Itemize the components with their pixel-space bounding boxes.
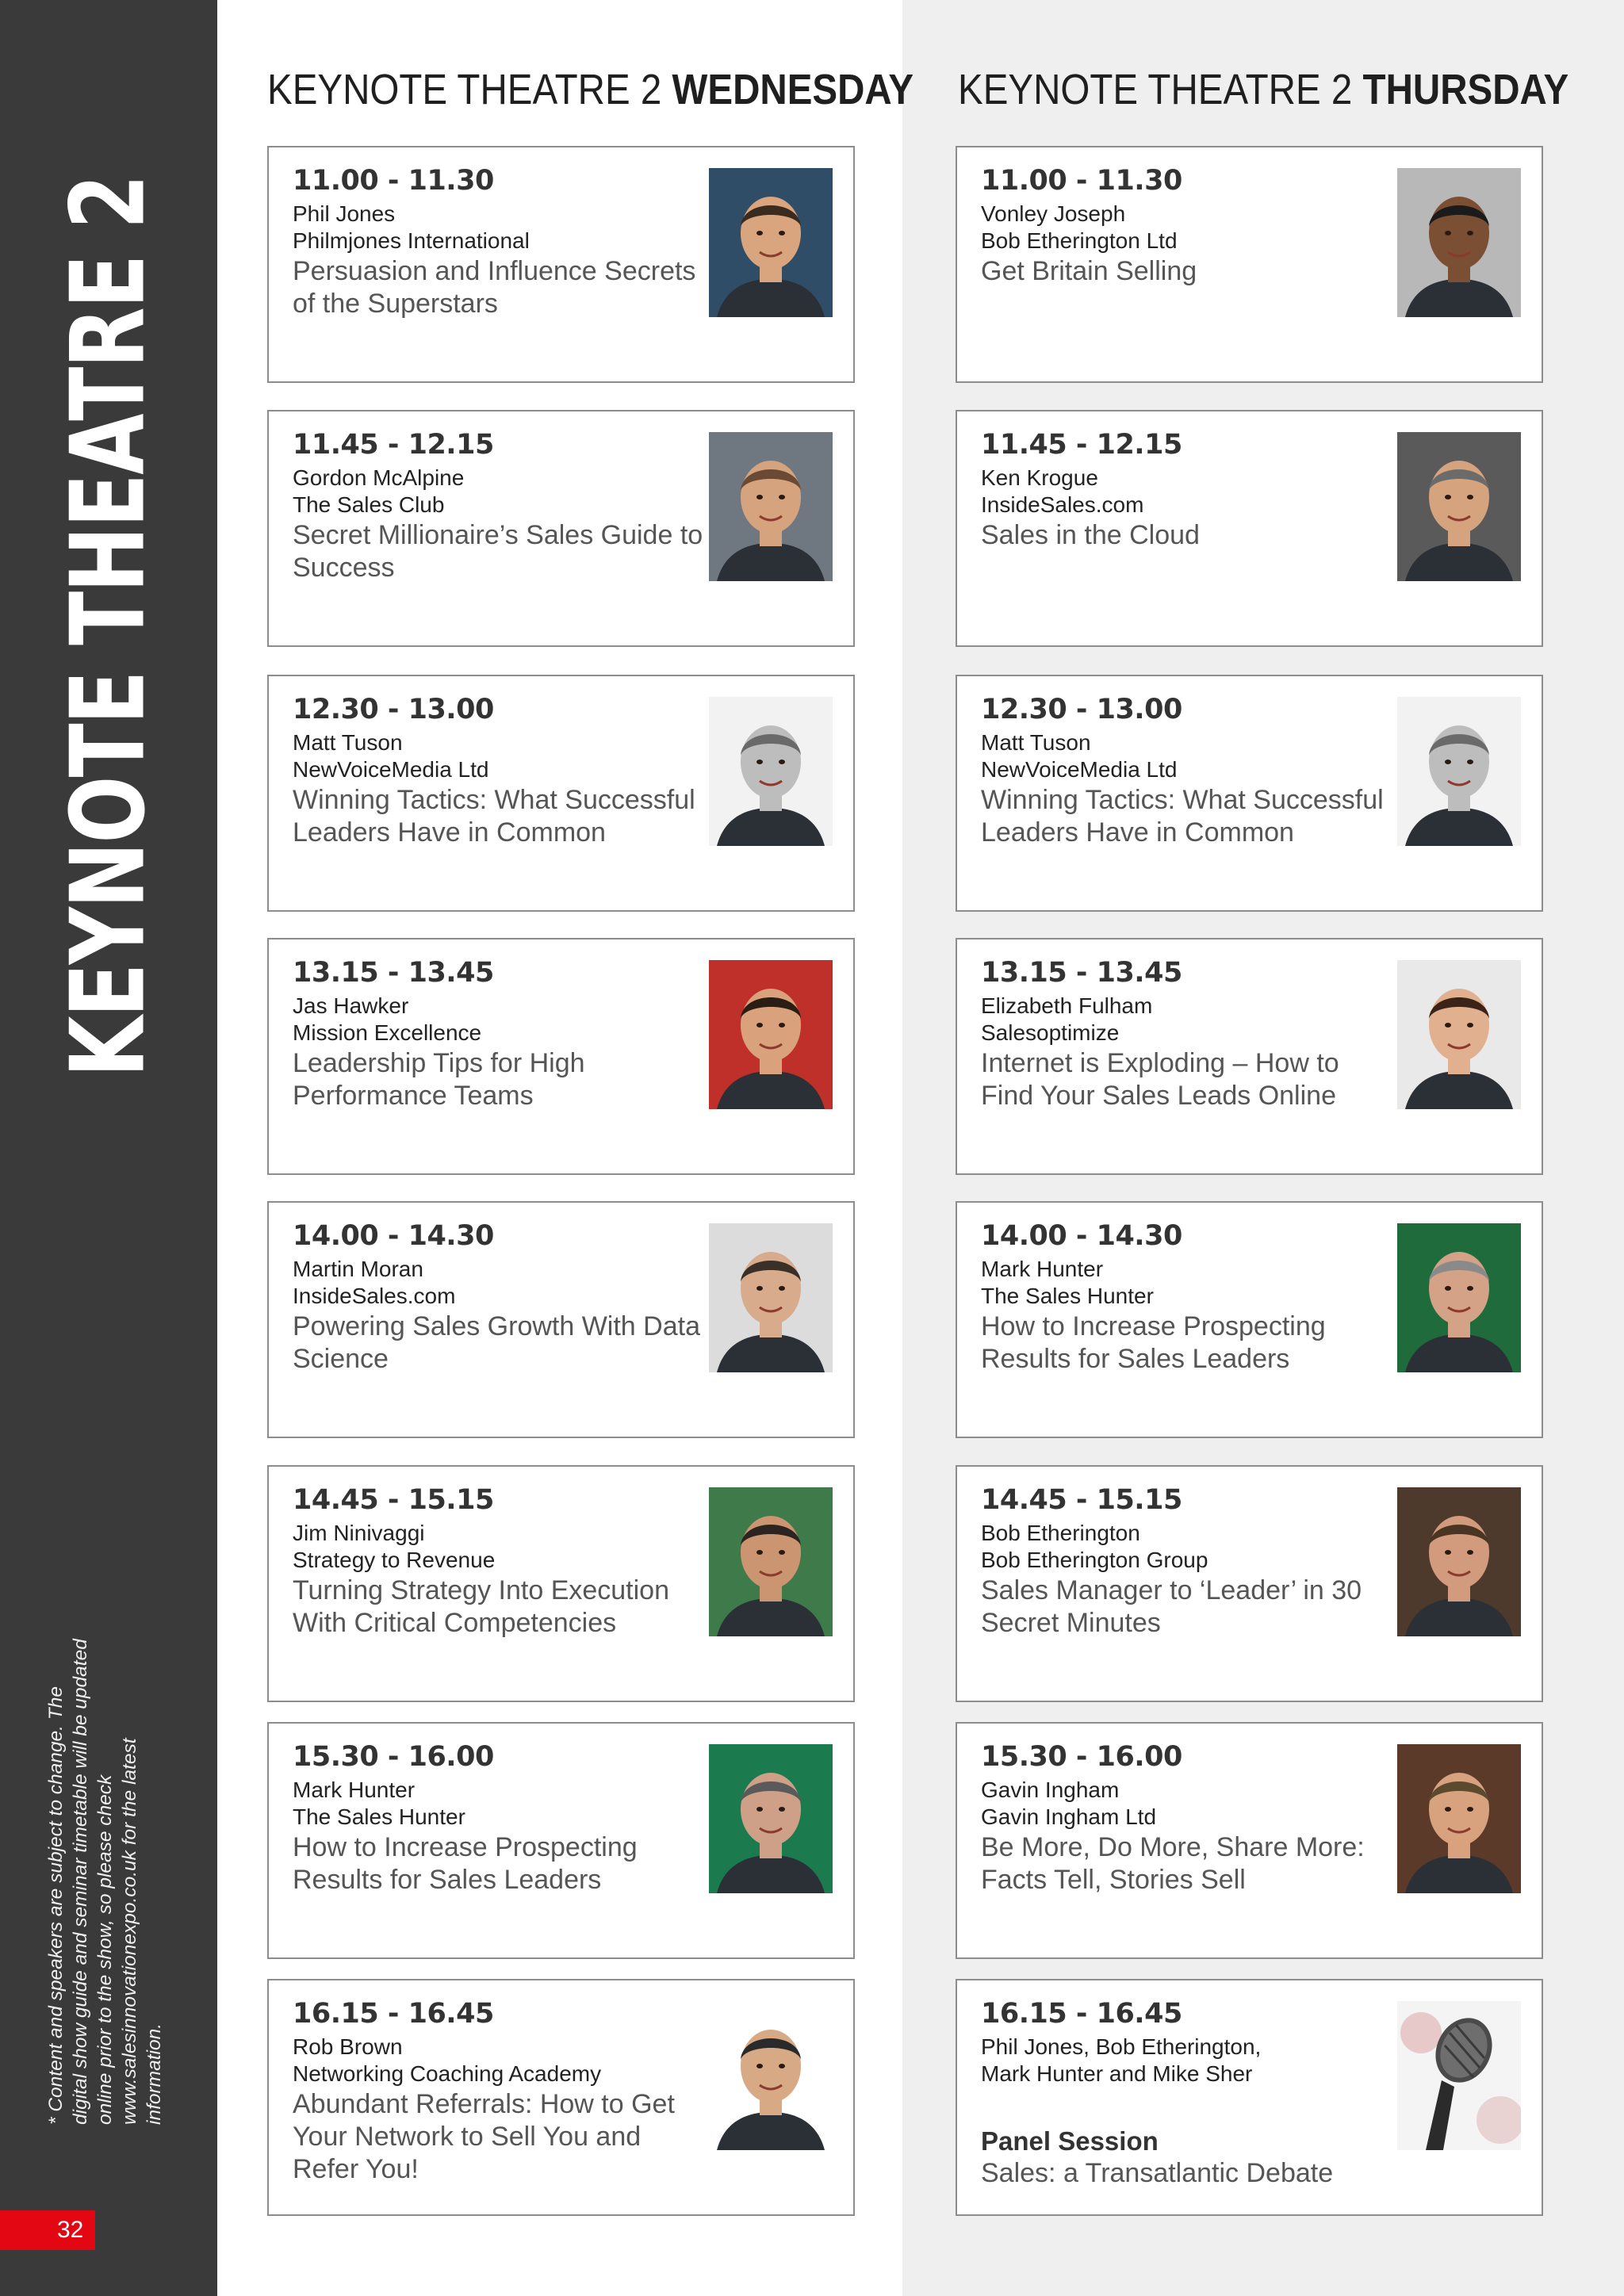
thursday-session-card	[956, 938, 1543, 1175]
session-company: NewVoiceMedia Ltd	[293, 757, 489, 782]
speaker-portrait-icon	[709, 1223, 833, 1372]
speaker-portrait-icon	[1397, 432, 1521, 581]
wednesday-session-card	[267, 675, 855, 912]
wednesday-session-card	[267, 1201, 855, 1438]
session-time: 14.00 - 14.30	[293, 1220, 494, 1252]
session-talk	[981, 255, 1393, 288]
session-speaker: Mark Hunter	[981, 1257, 1104, 1281]
session-talk-title: How to Increase Prospecting Results for Sales Leaders	[293, 1832, 638, 1895]
session-talk	[293, 519, 705, 584]
sidebar	[0, 0, 217, 2296]
wednesday-heading-prefix: KEYNOTE THEATRE 2	[267, 66, 662, 113]
session-speaker: Gavin Ingham	[981, 1777, 1120, 1802]
session-talk	[981, 2125, 1393, 2190]
wednesday-session-card	[267, 1979, 855, 2216]
session-company: The Sales Club	[293, 492, 445, 517]
session-speaker: Phil Jones, Bob Etherington,	[981, 2034, 1262, 2059]
session-talk	[981, 1047, 1393, 1112]
session-speaker: Gordon McAlpine	[293, 465, 465, 490]
session-talk-title: Winning Tactics: What Successful Leaders Have in Common	[981, 785, 1384, 848]
wednesday-session-card	[267, 410, 855, 647]
session-time: 13.15 - 13.45	[981, 957, 1182, 989]
session-time: 13.15 - 13.45	[293, 957, 494, 989]
thursday-session-card	[956, 675, 1543, 912]
session-talk	[293, 2088, 705, 2186]
wednesday-session-card	[267, 1722, 855, 1959]
thursday-session-card	[956, 410, 1543, 647]
session-talk-title: Internet is Exploding – How to Find Your Sales Leads Online	[981, 1048, 1339, 1111]
session-time: 15.30 - 16.00	[981, 1741, 1182, 1773]
speaker-portrait-icon	[1397, 1744, 1521, 1893]
wednesday-session-card	[267, 146, 855, 383]
speaker-portrait-icon	[1397, 168, 1521, 317]
session-time: 14.45 - 15.15	[293, 1484, 494, 1516]
wednesday-session-card	[267, 938, 855, 1175]
session-company: The Sales Hunter	[981, 1284, 1154, 1308]
session-talk	[293, 784, 705, 849]
session-talk-title: Secret Millionaire’s Sales Guide to Success	[293, 520, 703, 583]
session-talk	[293, 1311, 705, 1376]
session-time: 16.15 - 16.45	[981, 1998, 1182, 2030]
speaker-portrait-icon	[709, 697, 833, 846]
session-company: Mission Excellence	[293, 1020, 482, 1045]
session-company: InsideSales.com	[293, 1284, 456, 1308]
session-speaker: Rob Brown	[293, 2034, 403, 2059]
session-speaker: Mark Hunter	[293, 1777, 416, 1802]
session-speaker: Martin Moran	[293, 1257, 423, 1281]
session-speaker: Matt Tuson	[293, 730, 403, 755]
wednesday-session-card	[267, 1465, 855, 1702]
session-talk-title: How to Increase Prospecting Results for Sales Leaders	[981, 1311, 1326, 1374]
session-talk	[293, 1047, 705, 1112]
session-speaker: Ken Krogue	[981, 465, 1098, 490]
session-speaker: Bob Etherington	[981, 1521, 1140, 1545]
session-speaker: Vonley Joseph	[981, 201, 1126, 226]
session-time: 12.30 - 13.00	[981, 694, 1182, 725]
session-time: 11.45 - 12.15	[981, 429, 1182, 461]
session-talk-title: Persuasion and Influence Secrets of the Superstars	[293, 256, 696, 319]
session-company: Strategy to Revenue	[293, 1548, 496, 1572]
speaker-portrait-icon	[709, 168, 833, 317]
session-talk-title: Sales in the Cloud	[981, 520, 1200, 550]
session-time: 11.00 - 11.30	[981, 165, 1182, 197]
session-talk	[981, 1831, 1393, 1896]
thursday-session-card	[956, 1722, 1543, 1959]
speaker-portrait-icon	[1397, 960, 1521, 1109]
speaker-portrait-icon	[709, 2001, 833, 2150]
session-talk-type: Panel Session	[981, 2126, 1159, 2156]
thursday-session-card	[956, 1201, 1543, 1438]
speaker-portrait-icon	[1397, 697, 1521, 846]
session-talk-title: Turning Strategy Into Execution With Critical Competencies	[293, 1575, 670, 1638]
session-company: Mark Hunter and Mike Sher	[981, 2061, 1253, 2086]
session-time: 11.45 - 12.15	[293, 429, 494, 461]
session-talk	[981, 1575, 1393, 1640]
session-time: 14.45 - 15.15	[981, 1484, 1182, 1516]
thursday-session-card	[956, 1979, 1543, 2216]
speaker-portrait-icon	[709, 1744, 833, 1893]
wednesday-heading-day: WEDNESDAY	[672, 66, 914, 113]
session-talk-title: Abundant Referrals: How to Get Your Network to Sell You and Refer You!	[293, 2089, 675, 2184]
session-speaker: Matt Tuson	[981, 730, 1091, 755]
session-company: Bob Etherington Group	[981, 1548, 1208, 1572]
thursday-heading-prefix: KEYNOTE THEATRE 2	[958, 66, 1353, 113]
speaker-portrait-icon	[1397, 1487, 1521, 1636]
session-talk-title: Sales: a Transatlantic Debate	[981, 2158, 1334, 2188]
session-speaker: Elizabeth Fulham	[981, 993, 1153, 1018]
session-company: Philmjones International	[293, 228, 530, 253]
session-talk	[981, 784, 1393, 849]
session-talk-title: Powering Sales Growth With Data Science	[293, 1311, 700, 1374]
thursday-session-card	[956, 146, 1543, 383]
sidebar-title: KEYNOTE THEATRE 2	[49, 175, 168, 1077]
session-company: Networking Coaching Academy	[293, 2061, 602, 2086]
session-talk	[981, 519, 1393, 552]
session-talk-title: Get Britain Selling	[981, 256, 1197, 286]
session-company: The Sales Hunter	[293, 1804, 465, 1829]
session-talk	[293, 1831, 705, 1896]
session-talk	[293, 1575, 705, 1640]
disclaimer-text: * Content and speakers are subject to change. The digital show guide and seminar timetable will be updated online prior to the show, so please check www.salesinnovationexpo.co.uk for the latest information.	[45, 1639, 165, 2125]
session-company: Bob Etherington Ltd	[981, 228, 1178, 253]
speaker-portrait-icon	[1397, 1223, 1521, 1372]
session-company: InsideSales.com	[981, 492, 1144, 517]
speaker-portrait-icon	[709, 960, 833, 1109]
speaker-portrait-icon	[709, 432, 833, 581]
session-company: Gavin Ingham Ltd	[981, 1804, 1157, 1829]
speaker-portrait-icon	[709, 1487, 833, 1636]
session-time: 15.30 - 16.00	[293, 1741, 494, 1773]
session-talk	[981, 1311, 1393, 1376]
session-time: 14.00 - 14.30	[981, 1220, 1182, 1252]
microphone-icon	[1397, 2001, 1521, 2150]
session-time: 12.30 - 13.00	[293, 694, 494, 725]
session-speaker: Phil Jones	[293, 201, 396, 226]
session-talk-title: Leadership Tips for High Performance Teams	[293, 1048, 585, 1111]
thursday-heading	[958, 65, 1568, 114]
session-company: Salesoptimize	[981, 1020, 1120, 1045]
session-talk-title: Be More, Do More, Share More: Facts Tell, Stories Sell	[981, 1832, 1365, 1895]
session-company: NewVoiceMedia Ltd	[981, 757, 1178, 782]
session-talk-title: Sales Manager to ‘Leader’ in 30 Secret Minutes	[981, 1575, 1362, 1638]
session-time: 11.00 - 11.30	[293, 165, 494, 197]
thursday-session-card	[956, 1465, 1543, 1702]
thursday-heading-day: THURSDAY	[1362, 66, 1569, 113]
wednesday-heading	[267, 65, 914, 114]
session-speaker: Jas Hawker	[293, 993, 409, 1018]
session-time: 16.15 - 16.45	[293, 1998, 494, 2030]
page-number: 32	[0, 2210, 95, 2250]
session-talk-title: Winning Tactics: What Successful Leaders Have in Common	[293, 785, 695, 848]
session-speaker: Jim Ninivaggi	[293, 1521, 425, 1545]
session-talk	[293, 255, 705, 320]
